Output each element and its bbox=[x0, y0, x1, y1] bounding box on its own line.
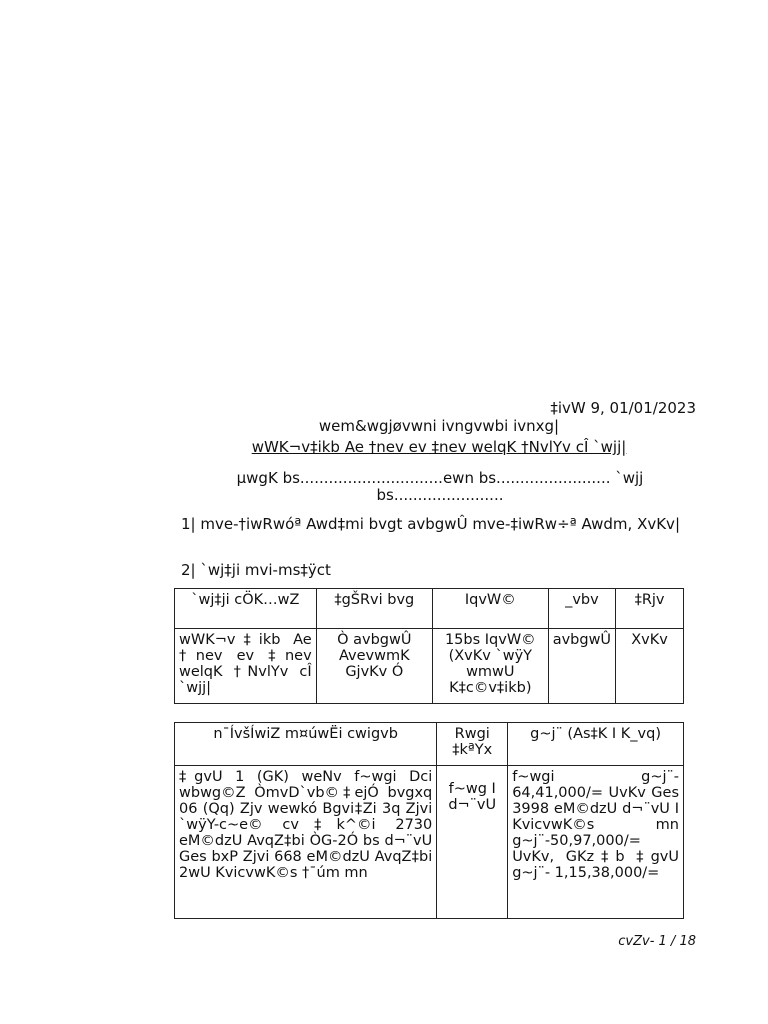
deed-summary-table bbox=[174, 588, 684, 704]
column-header-value: g~j¨ (As‡K I K_vq) bbox=[508, 723, 684, 766]
cell-value: f~wgi g~j¨- 64,41,000/= UvKv Ges 3998 eM©dzU d¬¨vU I KvicvwK©s mn g~j¨-50,97,000/= UvKv, GKz‡b ‡gvU g~j¨- 1,15,38,000/= bbox=[508, 766, 684, 919]
column-header-property-amount: n¯ÍvšÍwiZ m¤úwËi cwigvb bbox=[175, 723, 437, 766]
table-row bbox=[175, 629, 684, 704]
cell-property-amount: ‡gvU 1 (GK) weNv f~wgi Dci wbwg©Z ÒmvD`vb©‡ejÓ bvgxq 06 (Qq) Zjv wewkó Bgvi‡Zi 3q Zjvi `wÿY-c~e© cv‡k^©i 2730 eM©dzU AvqZ‡bi ÒG-2Ó bs d¬¨vU Ges bxP Zjvi 668 eM©dzU AvqZ‡bi 2wU KvicvwK©s †¯úm mn bbox=[175, 766, 437, 919]
point-office-name: 1| mve-†iwRwóª Awd‡mi bvgt avbgwÛ mve-‡iwRw÷ª Awdm, XvKv| bbox=[181, 515, 680, 533]
table-row bbox=[175, 766, 684, 919]
table-header-row bbox=[175, 723, 684, 766]
cell-land-class bbox=[437, 766, 508, 919]
serial-number-line: µwgK bs..............................ewn bs........................ `wjj bs....................... bbox=[236, 469, 644, 504]
column-header-deed-type: `wj‡ji cÖK…wZ bbox=[175, 589, 317, 629]
page-number: cvZv- 1 / 18 bbox=[618, 934, 696, 949]
property-details-table bbox=[174, 722, 684, 919]
point-summary-heading: 2| `wj‡ji mvi-ms‡ÿct bbox=[181, 561, 331, 579]
column-header-ward: IqvW© bbox=[432, 589, 548, 629]
document-title: wWK¬v‡ikb Ae †nev ev ‡nev welqK †NvlYv cÎ `wjj| bbox=[251, 438, 627, 456]
column-header-thana: _vbv bbox=[548, 589, 615, 629]
cell-ward: 15bs IqvW© (XvKv `wÿY wmwU K‡c©v‡ikb) bbox=[432, 629, 548, 704]
cell-deed-type: wWK¬v‡ikb Ae †nev ev ‡nev welqK †NvlYv cÎ `wjj| bbox=[175, 629, 317, 704]
table-header-row bbox=[175, 589, 684, 629]
document-subtitle: wem&wgjøvwni ivngvwbi ivnxg| bbox=[318, 417, 560, 435]
land-class-text: f~wg I d¬¨vU bbox=[448, 780, 497, 813]
cell-district: XvKv bbox=[616, 629, 684, 704]
column-header-district: ‡Rjv bbox=[616, 589, 684, 629]
cell-mouza: Ò avbgwÛ AvevwmK GjvKv Ó bbox=[316, 629, 432, 704]
column-header-mouza: ‡gŠRvi bvg bbox=[316, 589, 432, 629]
date-line: ‡ivW 9, 01/01/2023 bbox=[550, 399, 696, 417]
cell-thana: avbgwÛ bbox=[548, 629, 615, 704]
column-header-land-class: Rwgi ‡kªYx bbox=[437, 723, 508, 766]
